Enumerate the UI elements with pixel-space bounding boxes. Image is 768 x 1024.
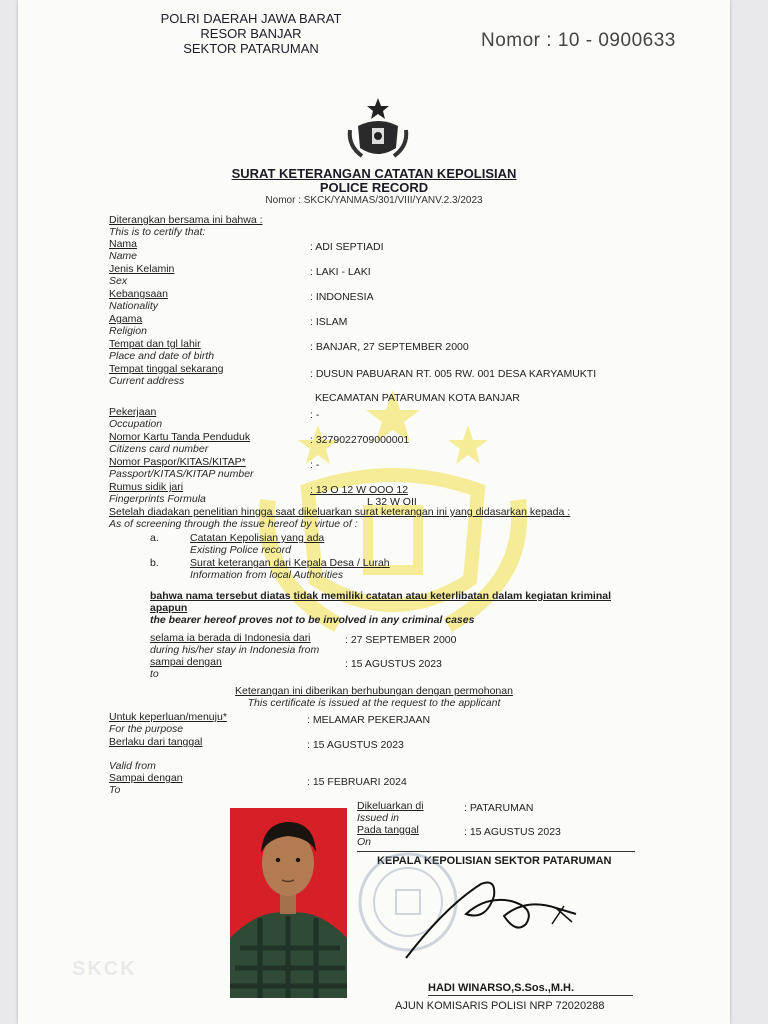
field-occupation-value: : -	[310, 409, 320, 421]
record-number: Nomor : SKCK/YANMAS/301/VIII/YANV.2.3/2023	[265, 195, 483, 206]
purpose-value: : MELAMAR PEKERJAAN	[307, 714, 431, 726]
header-line-1: POLRI DAERAH JAWA BARAT	[160, 11, 342, 26]
field-nationality-label-en: Nationality	[109, 300, 159, 312]
screening-id: Setelah diadakan penelitian hingga saat dikeluarkan surat keterangan ini yang didasarkan kepada :	[109, 506, 571, 518]
issued-on-label: Pada tanggal	[357, 824, 419, 836]
field-sex-value: : LAKI - LAKI	[310, 266, 371, 278]
field-religion-label: Agama	[109, 313, 143, 325]
field-passport-value: : -	[310, 459, 320, 471]
field-birth-label: Tempat dan tgl lahir	[109, 338, 201, 350]
screening-item-a-mark: a.	[150, 532, 159, 544]
statement-line-2: apapun	[150, 602, 188, 614]
stay-to-label-en: to	[150, 668, 159, 680]
field-address-label: Tempat tinggal sekarang	[109, 363, 224, 375]
issued-on-label-en: On	[357, 836, 372, 848]
police-emblem-icon	[344, 96, 412, 167]
statement-line-1: bahwa nama tersebut diatas tidak memiliki catatan atau keterlibatan dalam kegiatan kriminal	[150, 590, 612, 602]
field-name-label-en: Name	[109, 250, 138, 262]
stay-from-label: selama ia berada di Indonesia dari	[150, 632, 311, 644]
issued-at-label: Dikeluarkan di	[357, 800, 424, 812]
field-id-card-label-en: Citizens card number	[109, 443, 209, 455]
issued-on-value: : 15 AGUSTUS 2023	[464, 826, 561, 838]
field-address-value-line2: KECAMATAN PATARUMAN KOTA BANJAR	[315, 392, 520, 404]
field-id-card-value: : 3279022709000001	[310, 434, 410, 446]
screening-item-b-en: Information from local Authorities	[190, 569, 344, 581]
signature-icon	[386, 866, 586, 971]
field-birth-value: : BANJAR, 27 SEPTEMBER 2000	[310, 341, 469, 353]
field-religion-value: : ISLAM	[310, 316, 348, 328]
name-underline	[428, 995, 633, 996]
document-title: SURAT KETERANGAN CATATAN KEPOLISIAN	[231, 166, 517, 181]
field-nationality-value: : INDONESIA	[310, 291, 374, 303]
valid-to-label: Sampai dengan	[109, 772, 183, 784]
field-passport-label: Nomor Paspor/KITAS/KITAP*	[109, 456, 246, 468]
field-occupation-label-en: Occupation	[109, 418, 163, 430]
signatory-office: KEPALA KEPOLISIAN SEKTOR PATARUMAN	[377, 855, 612, 867]
field-passport-label-en: Passport/KITAS/KITAP number	[109, 468, 254, 480]
statement-line-3: the bearer hereof proves not to be involved in any criminal cases	[150, 614, 475, 626]
field-address-value: : DUSUN PABUARAN RT. 005 RW. 001 DESA KARYAMUKTI	[310, 368, 597, 380]
field-sex-label-en: Sex	[109, 275, 128, 287]
header-line-3: SEKTOR PATARUMAN	[183, 41, 319, 56]
field-address-label-en: Current address	[109, 375, 185, 387]
field-id-card-label: Nomor Kartu Tanda Penduduk	[109, 431, 251, 443]
stay-to-value: : 15 AGUSTUS 2023	[345, 658, 442, 670]
field-fingerprint-label: Rumus sidik jari	[109, 481, 184, 493]
screening-en: As of screening through the issue hereof by virtue of :	[109, 518, 358, 530]
header-block	[136, 11, 366, 56]
valid-from-value: : 15 AGUSTUS 2023	[307, 739, 404, 751]
issued-at-label-en: Issued in	[357, 812, 400, 824]
valid-to-label-en: To	[109, 784, 121, 796]
screening-item-b-mark: b.	[150, 557, 159, 569]
screening-item-b: Surat keterangan dari Kepala Desa / Lurah	[190, 557, 390, 569]
intro-id: Diterangkan bersama ini bahwa :	[109, 214, 263, 226]
field-fingerprint-value-line2: L 32 W OII	[367, 496, 417, 508]
police-record-document	[18, 0, 730, 1024]
header-line-2: RESOR BANJAR	[200, 26, 302, 41]
field-occupation-label: Pekerjaan	[109, 406, 157, 418]
valid-from-label: Berlaku dari tanggal	[109, 736, 203, 748]
intro-en: This is to certify that:	[109, 226, 206, 238]
field-sex-label: Jenis Kelamin	[109, 263, 175, 275]
request-id: Keterangan ini diberikan berhubungan dengan permohonan	[235, 685, 513, 697]
signatory-name: HADI WINARSO,S.Sos.,M.H.	[428, 982, 575, 994]
screening-item-a: Catatan Kepolisian yang ada	[190, 532, 325, 544]
purpose-label-en: For the purpose	[109, 723, 184, 735]
applicant-photo	[230, 808, 347, 998]
screening-item-a-en: Existing Police record	[190, 544, 291, 556]
field-name-value: : ADI SEPTIADI	[310, 241, 384, 253]
valid-from-label-en: Valid from	[109, 760, 156, 772]
field-fingerprint-value: : 13 O 12 W OOO 12	[310, 484, 409, 496]
issued-at-value: : PATARUMAN	[464, 802, 534, 814]
stay-from-label-en: during his/her stay in Indonesia from	[150, 644, 320, 656]
faint-watermark-text: SKCK	[72, 958, 137, 980]
field-religion-label-en: Religion	[109, 325, 147, 337]
signatory-rank: AJUN KOMISARIS POLISI NRP 72020288	[395, 1000, 605, 1012]
document-subtitle: POLICE RECORD	[319, 180, 429, 195]
field-fingerprint-label-en: Fingerprints Formula	[109, 493, 206, 505]
field-name-label: Nama	[109, 238, 138, 250]
request-en: This certificate is issued at the request to the applicant	[247, 697, 501, 709]
stay-to-label: sampai dengan	[150, 656, 222, 668]
field-birth-label-en: Place and date of birth	[109, 350, 215, 362]
document-serial-number: Nomor : 10 - 0900633	[481, 30, 676, 51]
purpose-label: Untuk keperluan/menuju*	[109, 711, 227, 723]
field-nationality-label: Kebangsaan	[109, 288, 168, 300]
valid-to-value: : 15 FEBRUARI 2024	[307, 776, 407, 788]
stay-from-value: : 27 SEPTEMBER 2000	[345, 634, 457, 646]
